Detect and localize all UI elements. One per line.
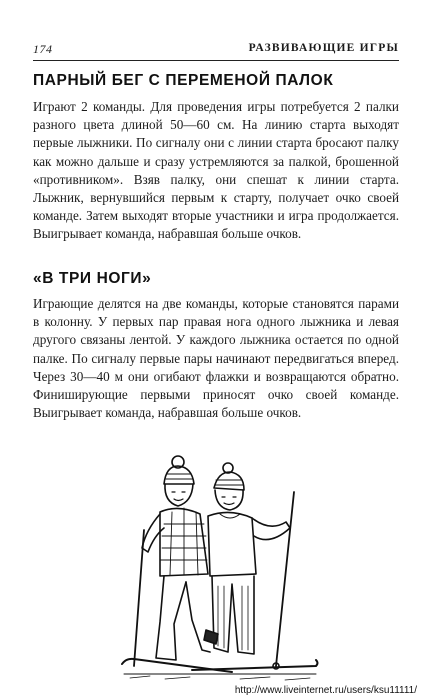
section-title: РАЗВИВАЮЩИЕ ИГРЫ xyxy=(248,42,399,54)
page-number: 174 xyxy=(33,42,53,56)
game-title-pair-run: ПАРНЫЙ БЕГ С ПЕРЕМЕНОЙ ПАЛОК xyxy=(33,72,334,89)
game-title-three-legs: «В ТРИ НОГИ» xyxy=(33,270,152,287)
running-head xyxy=(33,40,399,61)
source-url[interactable]: http://www.liveinternet.ru/users/ksu11111/ xyxy=(234,685,417,696)
game-description-pair-run: Играют 2 команды. Для проведения игры потребуется 2 палки разного цвета длиной 50—60 см. На линию старта выходят первые лыжники. По сигналу они с линии старта бросают палку как можно дальше и сразу устремляются за палкой, брошенной «противником». Взяв палку, они спешат к линии старта. Лыжник, вернувшийся первым к старту, получает очко своей команде. Затем выходят вторые участники и игра продолжается. Выигрывает команда, набравшая больше очков. xyxy=(33,99,399,242)
game-description-three-legs: Играющие делятся на две команды, которые становятся парами в колонну. У первых пар правая нога одного лыжника и левая другого связаны лентой. У каждого лыжника остается по одной палке. По сигналу первые пары начинают передвигаться вперед. Через 30—40 м они огибают флажки и возвращаются обратно. Финиширующие первыми приносят очко своей команде. Выигрывает команда, набравшая больше очков. xyxy=(33,296,399,421)
skiers-illustration xyxy=(120,452,320,687)
